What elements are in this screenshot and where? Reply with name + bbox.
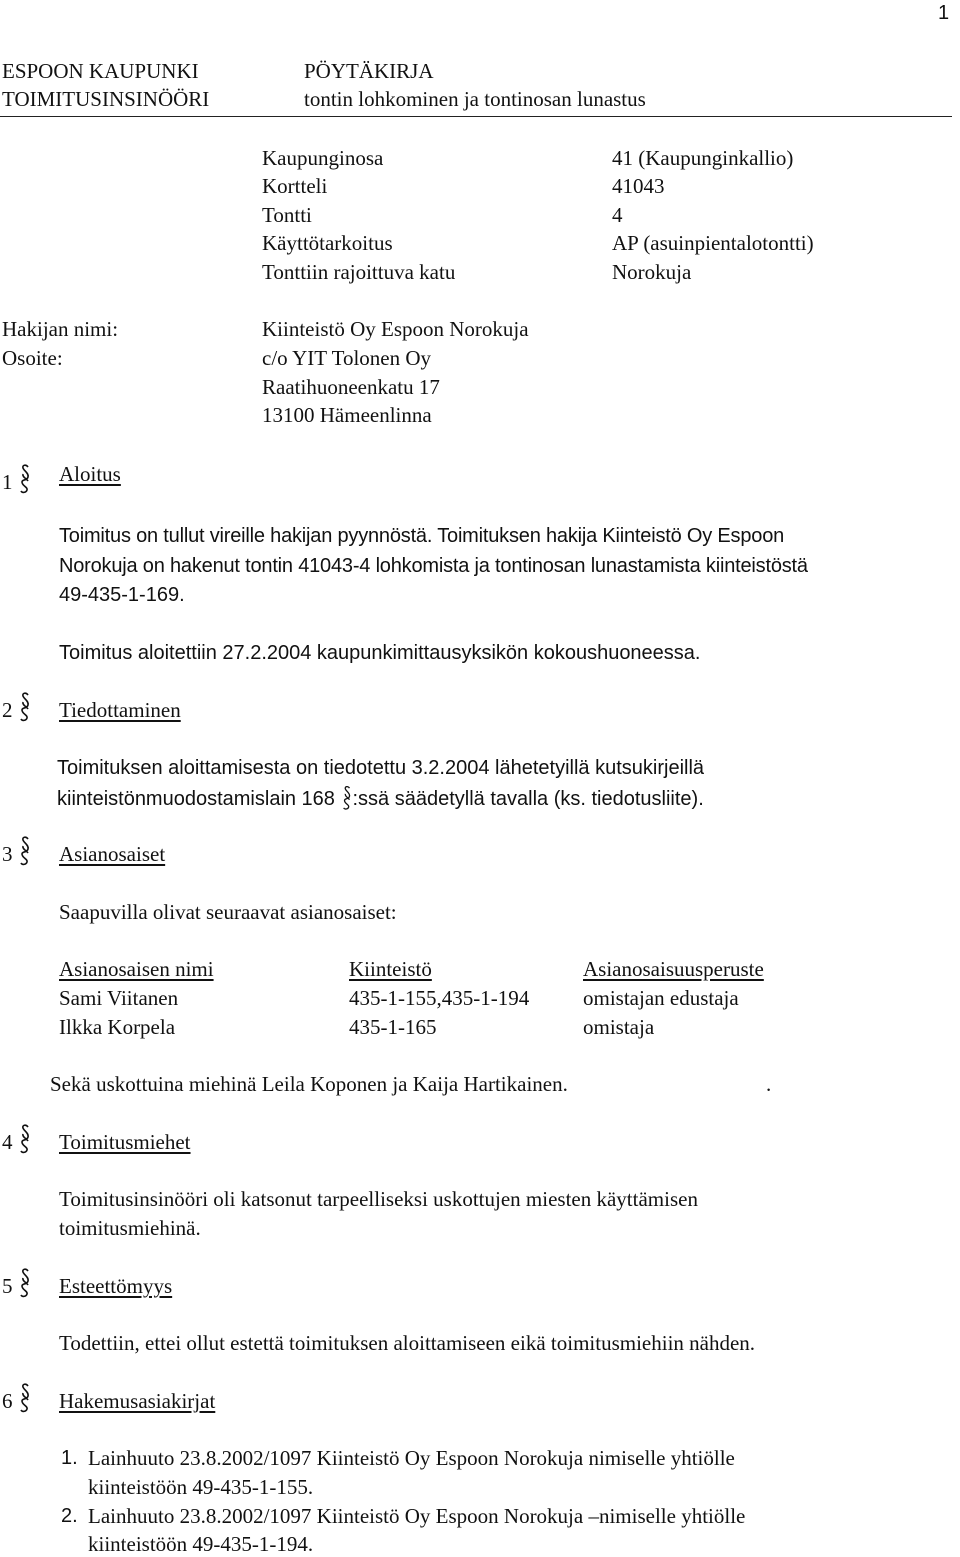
- section-number: 3: [2, 842, 13, 866]
- section-number: 2: [2, 698, 13, 722]
- section-title: Aloitus: [59, 462, 121, 486]
- property-label: Tontti: [262, 203, 312, 227]
- section-number: 1: [2, 470, 13, 494]
- table-cell: 435-1-155,435-1-194: [349, 986, 530, 1010]
- section-title: Esteettömyys: [59, 1274, 173, 1298]
- doc-subject: tontin lohkominen ja tontinosan lunastus: [304, 87, 646, 111]
- list-item-text: kiinteistöön 49-435-1-155.: [88, 1475, 314, 1499]
- section-number: 5: [2, 1274, 13, 1298]
- applicant-address-label: Osoite:: [2, 346, 63, 370]
- paragraph-line: Toimituksen aloittamisesta on tiedotettu 3.2.2004 lähetetyillä kutsukirjeillä: [57, 757, 705, 779]
- text-span: :ssä säädetyllä tavalla (ks. tiedotusliite).: [352, 788, 704, 810]
- property-label: Kortteli: [262, 174, 328, 198]
- property-value: 41 (Kaupunginkallio): [612, 146, 794, 170]
- section-number: 4: [2, 1130, 13, 1154]
- paragraph-line: Toimitus aloitettiin 27.2.2004 kaupunkimittausyksikön kokoushuoneessa.: [59, 642, 701, 664]
- section-title: Asianosaiset: [59, 842, 166, 866]
- table-cell: Sami Viitanen: [59, 986, 179, 1010]
- property-value: 41043: [612, 174, 665, 198]
- paragraph-line: toimitusmiehinä.: [59, 1216, 201, 1240]
- table-header: Asianosaisen nimi: [59, 957, 214, 981]
- page-number: 1: [938, 2, 950, 24]
- table-cell: Ilkka Korpela: [59, 1015, 176, 1039]
- table-cell: omistaja: [583, 1015, 655, 1039]
- section-number: 6: [2, 1389, 13, 1413]
- trustees-line: Sekä uskottuina miehinä Leila Koponen ja Kaija Hartikainen.: [50, 1072, 568, 1096]
- applicant-line: Kiinteistö Oy Espoon Norokuja: [262, 317, 529, 341]
- section-sign-icon: [19, 462, 31, 496]
- section-sign-icon: [19, 690, 31, 724]
- org-name: ESPOON KAUPUNKI: [2, 59, 199, 83]
- paragraph-line: Toimitusinsinööri oli katsonut tarpeelliseksi uskottujen miesten käyttämisen: [59, 1187, 698, 1211]
- section-title: Tiedottaminen: [59, 698, 181, 722]
- paragraph-line: 49-435-1-169.: [59, 584, 185, 606]
- trailing-dot: .: [766, 1072, 772, 1096]
- list-item-text: kiinteistöön 49-435-1-194.: [88, 1532, 314, 1556]
- list-item-number: 1.: [61, 1447, 78, 1469]
- property-value: AP (asuinpientalotontti): [612, 231, 814, 255]
- section-title: Toimitusmiehet: [59, 1130, 191, 1154]
- list-item-text: Lainhuuto 23.8.2002/1097 Kiinteistö Oy Espoon Norokuja nimiselle yhtiölle: [88, 1446, 735, 1470]
- org-unit: TOIMITUSINSINÖÖRI: [2, 87, 210, 111]
- paragraph-line: [59, 523, 784, 549]
- applicant-line: Raatihuoneenkatu 17: [262, 375, 440, 399]
- section-sign-icon: [341, 784, 353, 812]
- property-value: 4: [612, 203, 623, 227]
- property-value: Norokuja: [612, 260, 692, 284]
- paragraph-line: Todettiin, ettei ollut estettä toimituksen aloittamiseen eikä toimitusmiehiin nähden.: [59, 1331, 756, 1355]
- section-title: Hakemusasiakirjat: [59, 1389, 216, 1413]
- paragraph-line: Norokuja on hakenut tontin 41043-4 lohkomista ja tontinosan lunastamista kiinteistöstä: [59, 555, 808, 577]
- applicant-line: 13100 Hämeenlinna: [262, 403, 432, 427]
- applicant-line: c/o YIT Tolonen Oy: [262, 346, 432, 370]
- applicant-name-label: Hakijan nimi:: [2, 317, 119, 341]
- section-sign-icon: [19, 1266, 31, 1300]
- header-rule: [0, 116, 952, 117]
- paragraph-line: [57, 784, 704, 812]
- list-item-number: 2.: [61, 1505, 78, 1527]
- property-label: Tonttiin rajoittuva katu: [262, 260, 456, 284]
- table-cell: omistajan edustaja: [583, 986, 739, 1010]
- section-sign-icon: [19, 834, 31, 868]
- table-header: Asianosaisuusperuste: [583, 957, 764, 981]
- property-label: Kaupunginosa: [262, 146, 384, 170]
- table-header: Kiinteistö: [349, 957, 432, 981]
- text-span: Toimituksen hakija Kiinteistö Oy Espoon: [437, 525, 785, 547]
- doc-type: PÖYTÄKIRJA: [304, 59, 434, 83]
- paragraph-line: Saapuvilla olivat seuraavat asianosaiset:: [59, 900, 397, 924]
- section-sign-icon: [19, 1381, 31, 1415]
- text-span: Toimitus on tullut vireille hakijan pyynnöstä.: [59, 525, 433, 547]
- property-label: Käyttötarkoitus: [262, 231, 393, 255]
- list-item-text: Lainhuuto 23.8.2002/1097 Kiinteistö Oy Espoon Norokuja –nimiselle yhtiölle: [88, 1504, 746, 1528]
- table-cell: 435-1-165: [349, 1015, 437, 1039]
- section-sign-icon: [19, 1122, 31, 1156]
- text-span: kiinteistönmuodostamislain 168: [57, 788, 335, 810]
